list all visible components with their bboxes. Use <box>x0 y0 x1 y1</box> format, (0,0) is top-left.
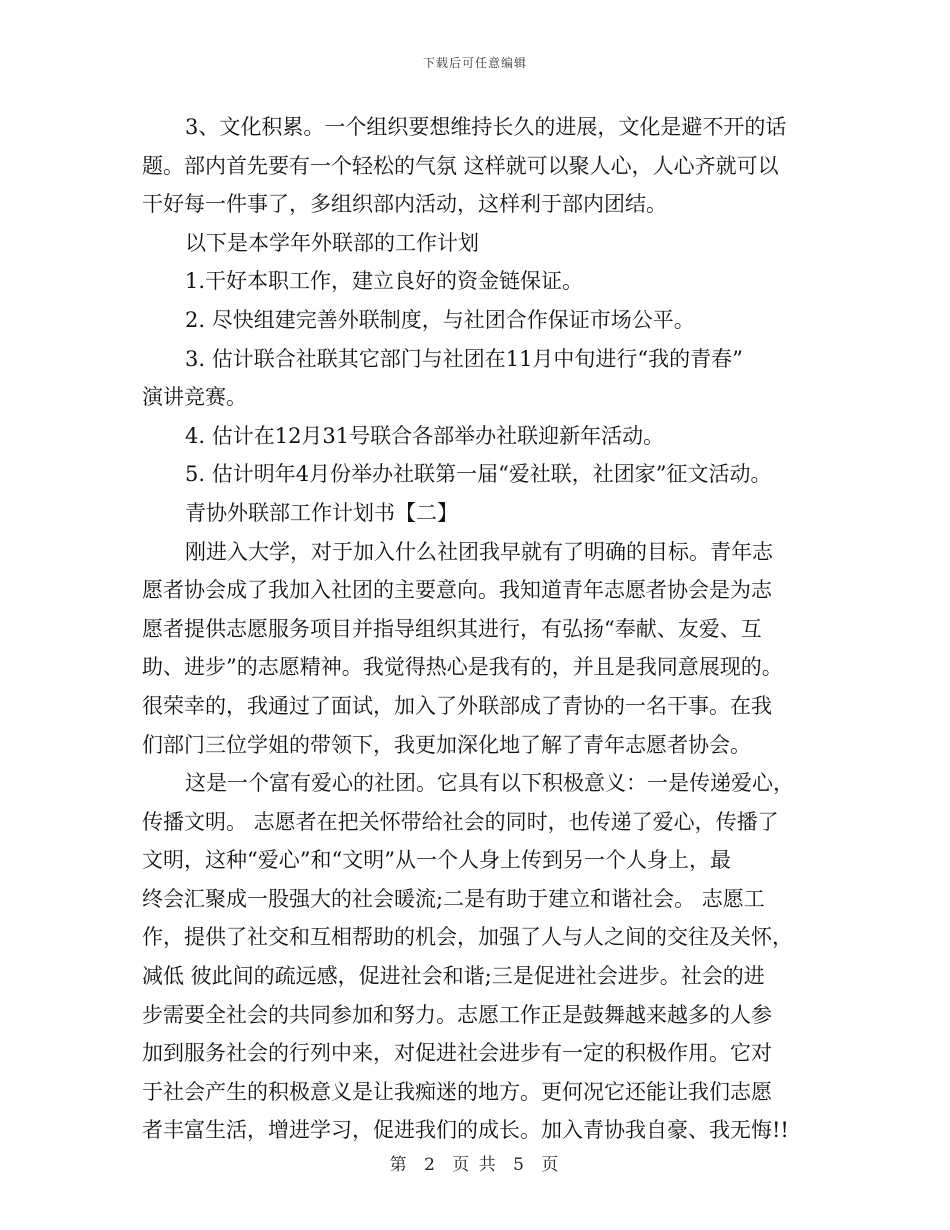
page-number-prefix: 第 <box>389 1155 409 1175</box>
text-line: 3、文化积累。一个组织要想维持长久的进展，文化是避不开的话 <box>185 115 787 139</box>
page-number-total: 5 <box>513 1155 526 1175</box>
text-line: 加到服务社会的行列中来，对促进社会进步有一定的积极作用。它对 <box>142 1041 772 1066</box>
text-line: 步需要全社会的共同参加和努力。志愿工作正是鼓舞越来越多的人参 <box>142 1002 772 1027</box>
text-line: 演讲竞赛。 <box>142 385 247 410</box>
text-line: 减低 彼此间的疏远感，促进社会和谐;三是促进社会进步。社会的进 <box>142 964 765 989</box>
text-line: 们部门三位学姐的带领下，我更加深化地了解了青年志愿者协会。 <box>142 732 751 757</box>
text-line: 终会汇聚成一股强大的社会暖流;二是有助于建立和谐社会。 志愿工 <box>142 886 765 911</box>
text-line: 者丰富生活，增进学习，促进我们的成长。加入青协我自豪、我无悔!! <box>142 1118 789 1143</box>
text-line: 这是一个富有爱心的社团。它具有以下积极意义：一是传递爱心， <box>185 771 794 796</box>
page-number-suffix: 页 <box>541 1155 561 1175</box>
text-line: 很荣幸的，我通过了面试，加入了外联部成了青协的一名干事。在我 <box>142 693 772 718</box>
text-line: 刚进入大学，对于加入什么社团我早就有了明确的目标。青年志 <box>185 539 773 564</box>
page-header: 下载后可任意编辑 <box>422 56 527 70</box>
text-line: 以下是本学年外联部的工作计划 <box>185 230 479 255</box>
text-line: 3. 估计联合社联其它部门与社团在11月中旬进行“我的青春” <box>185 346 743 371</box>
text-line: 愿者提供志愿服务项目并指导组织其进行，有弘扬“奉献、友爱、互 <box>142 616 762 641</box>
text-line: 1.干好本职工作，建立良好的资金链保证。 <box>185 269 584 294</box>
page-number-current: 2 <box>424 1155 437 1175</box>
text-line: 愿者协会成了我加入社团的主要意向。我知道青年志愿者协会是为志 <box>142 578 772 603</box>
text-line: 助、进步”的志愿精神。我觉得热心是我有的，并且是我同意展现的。 <box>142 655 783 680</box>
text-line: 传播文明。 志愿者在把关怀带给社会的同时，也传递了爱心，传播了 <box>142 809 779 834</box>
text-line: 于社会产生的积极意义是让我痴迷的地方。更何况它还能让我们志愿 <box>142 1079 772 1104</box>
text-line: 2. 尽快组建完善外联制度，与社团合作保证市场公平。 <box>185 307 695 332</box>
section-heading: 青协外联部工作计划书【二】 <box>185 500 458 525</box>
page-number-middle: 页 共 <box>452 1155 498 1175</box>
text-line: 作，提供了社交和互相帮助的机会，加强了人与人之间的交往及关怀， <box>142 925 793 950</box>
text-line: 4. 估计在12月31号联合各部举办社联迎新年活动。 <box>185 423 665 448</box>
text-line: 干好每一件事了，多组织部内活动，这样利于部内团结。 <box>142 192 667 217</box>
text-line: 5. 估计明年4月份举办社联第一届“爱社联，社团家”征文活动。 <box>185 462 772 487</box>
page-number <box>0 1150 950 1175</box>
text-line: 文明，这种“爱心”和“文明”从一个人身上传到另一个人身上，最 <box>142 848 731 873</box>
text-line: 题。部内首先要有一个轻松的气氛 这样就可以聚人心，人心齐就可以 <box>142 153 779 178</box>
document-body <box>142 108 822 1150</box>
